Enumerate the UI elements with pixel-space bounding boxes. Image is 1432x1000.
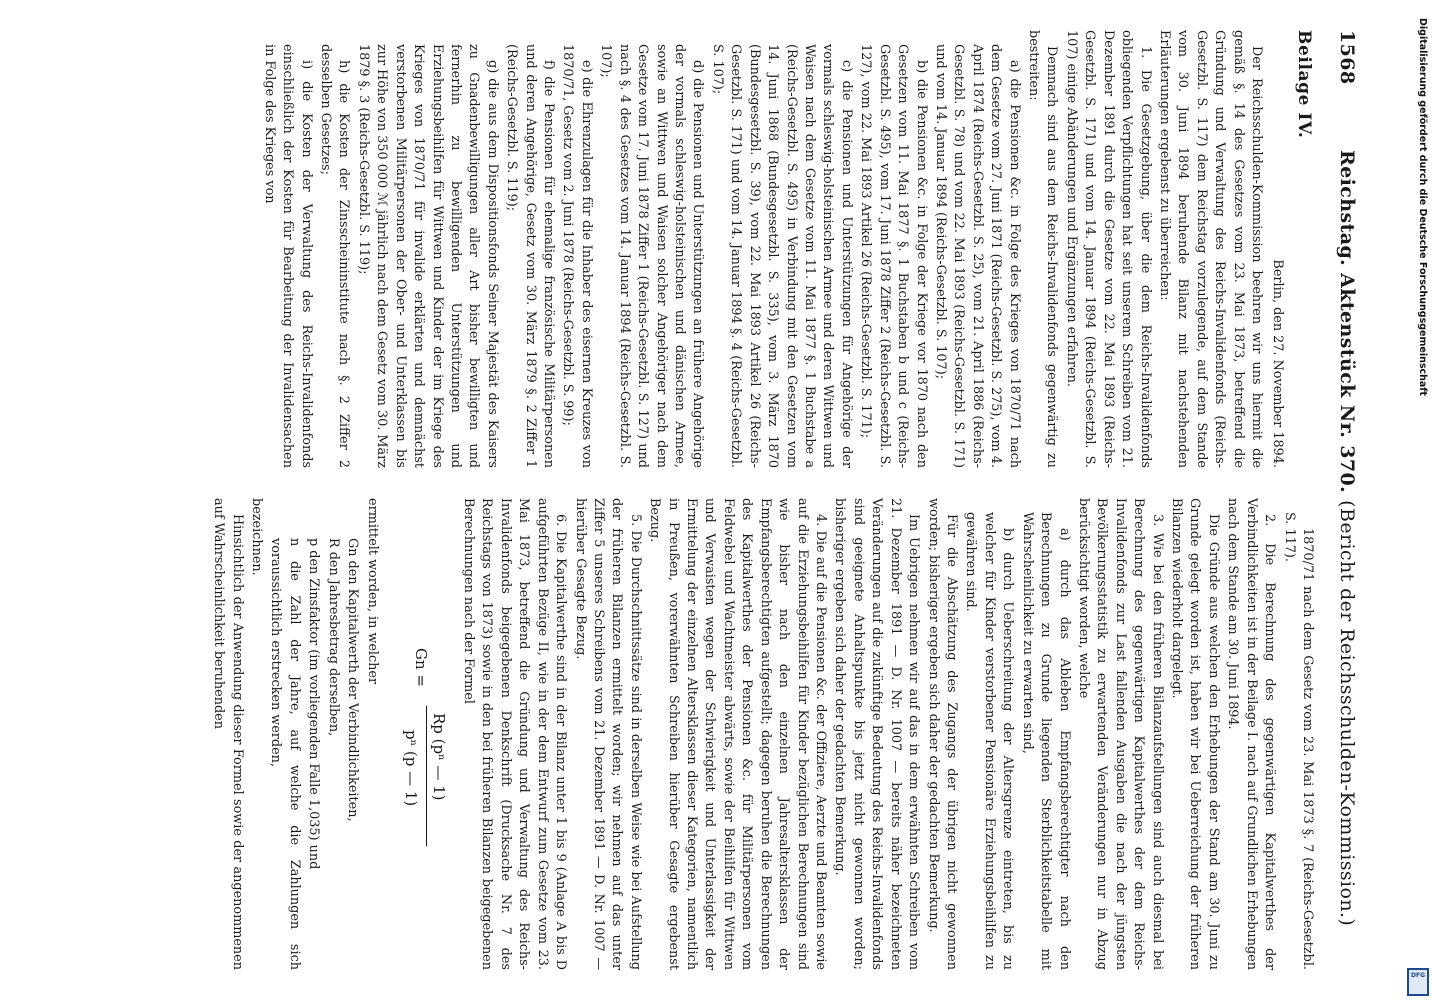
paragraph: 1. Die Gesetzgebung, über die dem Reichs-Invalidenfonds obliegenden Verpflichtungen hat seit unserem Schreiben vom 21. Dezember 1891 durch die Gesetze vom 22. Mai 1893 (Reichs-Gesetzbl. S. 171) und vom 14. Januar 1894 (Reichs-Gesetzbl. S. 107) einige Abänderungen und Ergänzungen erfahren. xyxy=(1063,30,1153,468)
list-item: e) die Ehrenzulagen für die Inhaber des eisernen Kreuzes von 1870/71, Gesetz vom 2. Juni 1878 (Reichs-Gesetzbl. S. 99); xyxy=(560,44,594,468)
paragraph: 4. Die auf die Pensionen &c. der Offiziere, Aerzte und Beamten sowie auf die Erziehungsbeihilfen für Kinder bezüglichen Berechnungen sind wie bisher nach den einzelnen Jahresaltersklassen der Empfangsberechtigten aufgestellt; dagegen beruhen die Berechnungen des Kapitalwerthes der Pensionen &c. für Militärpersonen vom Feldwebel und Wachtmeister abwärts, sowie der Beihilfen für Wittwen und Verwaisten wegen der Schwierigkeit und Unterlassigkeit der Ermittelung der einzelnen Altersklassen dieser Kategorien, namentlich in Preußen, vorerwähnten Schreiben hierüber Gesagte ergebenst Bezug. xyxy=(647,498,829,970)
document-subtitle: (Bericht der Reichsschulden-Kommission.) xyxy=(1336,500,1358,927)
page-header xyxy=(1320,30,1360,970)
formula-denominator: pⁿ (p — 1) xyxy=(401,730,420,807)
fraction-bar xyxy=(426,706,427,846)
formula-gloss: n die Zahl der Jahre, auf welche die Zahlungen sich voraussichtlich erstrecken werden, xyxy=(268,538,302,970)
formula-gloss: Gn den Kapitalwerth der Verbindlichkeiten, xyxy=(345,538,361,822)
list-item: b) durch Ueberschreitung der Altersgrenze eintreten, bis zu welcher für Kinder verstorbener Pensionäre Erziehungsbeihilfen zu gewähren sind. xyxy=(963,512,1016,970)
paragraph: 1870/71 nach dem Gesetz vom 23. Mai 1873 §. 7 (Reichs-Gesetzbl. S. 117). xyxy=(1281,512,1315,970)
paragraph: 6. Die Kapitalwerthe sind in der Bilanz unter 1 bis 9 (Anlage A bis D aufgeführten Bezüge II, wie in der dem Entwurf zum Gesetze vom 23. Mai 1873, betreffend die Gründung und Verwaltung des Reichs-Invalidenfonds beigegebenen Denkschrift (Drucksache Nr. 7 des Reichstags von 1873) sowie in den bei früheren Bilanzen beigegebenen Berechnungen nach der Formel xyxy=(461,498,569,970)
rotated-page xyxy=(0,30,1378,970)
paragraph: Die Gründe aus welchen den Erhebungen der Stand am 30. Juni zu Grunde gelegt worden ist, haben wir bei Ueberreichung der früheren Bilanzen wiederholt dargelegt. xyxy=(1169,498,1221,970)
list-item: g) die aus dem Dispositionsfonds Seiner Majestät des Kaisers zu Gnadenbewilligungen aller Art bisher bewilligten und fernerhin zu bewilligenden Unterstützungen und Erziehungsbeihilfen für Wittwen und Kinder der im Kriege des Krieges von 1870/71 für invalide erklärten und demnächst verstorbenen Militärpersonen der Ober- und Unterklassen bis zur Höhe von 350 000 ℳ jährlich nach dem Gesetz vom 30. März 1879 §. 3 (Reichs-Gesetzbl. S. 119); xyxy=(355,44,500,468)
appendix-title: Beilage IV. xyxy=(1294,30,1314,139)
dateline: Berlin, den 27. November 1894. xyxy=(1269,259,1285,468)
formula-gloss: p den Zinsfaktor (im vorliegenden Falle 1,035) und xyxy=(306,538,322,870)
document-title: Reichstag. Aktenstück Nr. 370. xyxy=(1336,150,1358,494)
paragraph: Im Uebrigen nehmen wir auf das in dem erwähnten Schreiben vom 21. Dezember 1891 — D. Nr. 1007 — bereits näher bezeichneten Veränderungen auf die zukünftige Bedeutung des Reichs-Invalidenfonds sind geeignete Anhaltspunkte bis jetzt nicht gewonnen worden; bisheriger ergeben sich daher der gedachten Bemerkung. xyxy=(832,498,922,970)
annuity-formula xyxy=(391,498,449,970)
formula-gloss: R den Jahresbetrag derselben, xyxy=(325,538,341,737)
right-column xyxy=(16,498,1316,970)
page-title xyxy=(1333,150,1360,926)
list-item: i) die Kosten der Verwaltung des Reichs-Invalidenfonds einschließlich der Kosten für Bearbeitung der Invalidensachen in Folge des Krieges von xyxy=(261,44,314,468)
formula-lhs: Gn = xyxy=(411,648,430,687)
paragraph: Für die Abschätzung des Zugangs der übrigen nicht gewonnen worden; bisheriger ergeben sich daher der gedachten Bemerkung. xyxy=(925,498,959,970)
paragraph: Der Reichsschulden-Kommission beehren wir uns hiermit die gemäß §. 14 des Gesetzes vom 23. Mai 1873, betreffend die Gründung und Verwaltung des Reichs-Invalidenfonds (Reichs-Gesetzbl. S. 117) dem Reichstag vorzulegende, auf dem Stande vom 30. Juni 1894 beruhende Bilanz mit nachstehenden Erläuterungen ergebenst zu überreichen: xyxy=(1157,30,1265,468)
paragraph: 2. Die Berechnung des gegenwärtigen Kapitalwerthes der Verbindlichkeiten ist in der Beilage I. nach auf Grundlichen Erhebungen nach dem Stande am 30. Juni 1894. xyxy=(1225,498,1278,970)
paragraph: Demnach sind aus dem Reichs-Invalidenfonds gegenwärtig zu bestreiten: xyxy=(1026,30,1060,468)
formula-numerator: Rp (pⁿ — 1) xyxy=(429,713,448,801)
list-item: h) die Kosten der Zinsscheininstitute nach §. 2 Ziffer 2 desselben Gesetzes; xyxy=(318,44,352,468)
left-column xyxy=(16,30,1316,468)
list-item: d) die Pensionen und Unterstützungen an frühere Angehörige der vormals schleswig-holsteinischen und dänischen Armee, sowie an Wittwen und Waisen solcher Angehöriger nach dem Gesetze vom 17. Juni 1878 Ziffer 1 (Reichs-Gesetzbl. S. 127) und nach §. 4 des Gesetzes vom 14. Januar 1894 (Reichs-Gesetzbl. S. 107); xyxy=(598,44,706,468)
dfg-logo-icon: DFG xyxy=(1407,968,1429,996)
digitization-footer xyxy=(1406,0,1432,1000)
list-item: a) durch das Ableben Empfangsberechtigter nach den Berechnungen zu Grunde liegenden Sterblichkeitstabelle mit Wahrscheinlichkeit zu erwarten sind, xyxy=(1019,512,1072,970)
paragraph: 3. Wie bei den früheren Bilanzaufstellungen sind auch diesmal bei Berechnung des gegenwärtigen Kapitalwerthes der dem Reichs-Invalidenfonds zur Last fallenden Ausgaben die nach der jüngsten Bevölkerungsstatistik zu erwartenden Veränderungen nur in Abzug berücksichtigt worden, welche xyxy=(1075,498,1165,970)
paragraph: 5. Die Durchschnittssätze sind in derselben Weise wie bei Aufstellung der früheren Bilanzen ermittelt worden; wir nehmen auf das unter Ziffer 5 unseres Schreibens vom 21. Dezember 1891 — D. Nr. 1007 — hierüber Gesagte Bezug. xyxy=(572,498,643,970)
page-number: 1568 xyxy=(1336,30,1358,85)
list-item: a) die Pensionen &c. in Folge des Krieges von 1870/71 nach dem Gesetze vom 27. Juni 1871 (Reichs-Gesetzbl. S. 275), vom 4. April 1874 (Reichs-Gesetzbl. S. 25), vom 21. April 1886 (Reichs-Gesetzbl. S. 78) und vom 22. Mai 1893 (Reichs-Gesetzbl. S. 171) und vom 14. Januar 1894 (Reichs-Gesetzbl. S. 107); xyxy=(932,44,1022,468)
digitization-note: Digitalisierung gefördert durch die Deutsche Forschungsgemeinschaft xyxy=(1417,18,1428,396)
list-item: c) die Pensionen und Unterstützungen für Angehörige der vormals schleswig-holsteinischen Armee und deren Wittwen und Waisen nach dem Gesetze vom 11. Mai 1877 §. 1 Buchstabe a (Reichs-Gesetzbl. S. 495) in Verbindung mit den Gesetzen vom 14. Juni 1868 (Bundesgesetzbl. S. 335), vom 3. März 1870 (Bundesgesetzbl. S. 39), vom 22. Mai 1893 Artikel 26 (Reichs-Gesetzbl. S. 171) und vom 14. Januar 1894 §. 4 (Reichs-Gesetzbl. S. 107); xyxy=(709,44,854,468)
paragraph: Hinsichtlich der Anwendung dieser Formel sowie der angenommenen auf Wahrscheinlichkeit beruhenden xyxy=(211,498,245,970)
paragraph: bezeichnen. xyxy=(249,498,265,576)
list-item: b) die Pensionen &c. in Folge der Kriege vor 1870 nach den Gesetzen vom 11. Mai 1877 §. 1 Buchstaben b und c (Reichs-Gesetzbl. S. 495), vom 17. Juni 1878 Ziffer 2 (Reichs-Gesetzbl. S. 127), vom 22. Mai 1893 Artikel 26 (Reichs-Gesetzbl. S. 171); xyxy=(858,44,929,468)
list-item: f) die Pensionen für ehemalige französische Militärpersonen und deren Angehörige, Gesetz vom 30. März 1879 §. 2 Ziffer 1 (Reichs-Gesetzbl. S. 119); xyxy=(504,44,557,468)
paragraph: ermittelt worden, in welcher xyxy=(364,498,380,685)
